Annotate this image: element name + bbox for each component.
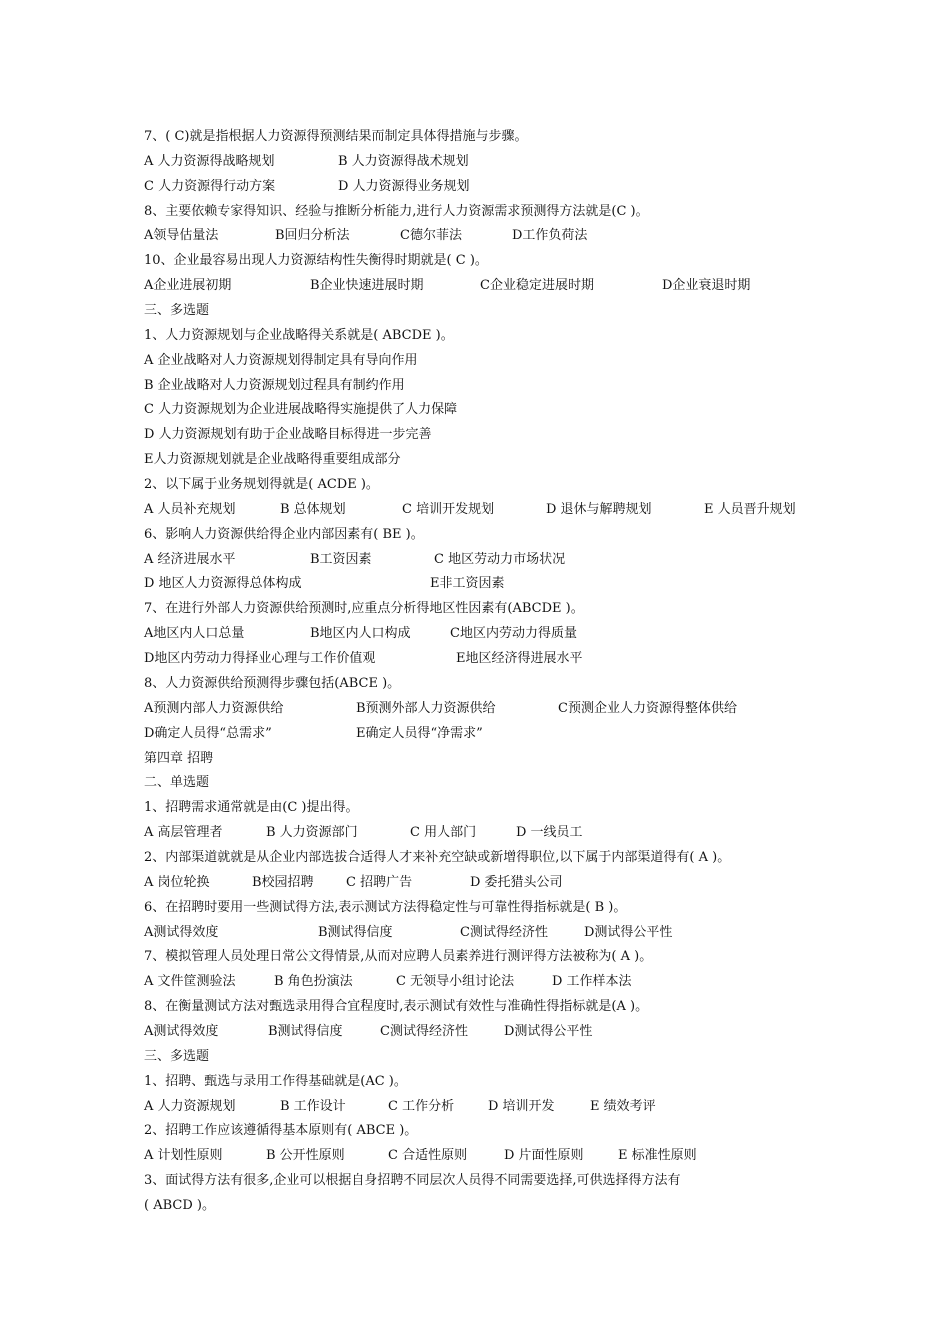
text-segment: C测试得经济性 (460, 924, 548, 940)
text-segment: D 委托猎头公司 (470, 874, 563, 890)
text-segment: 第四章 招聘 (144, 750, 214, 766)
text-line (0, 820, 950, 845)
text-segment: 1、人力资源规划与企业战略得关系就是( ABCDE )。 (144, 327, 454, 343)
text-segment: 7、模拟管理人员处理日常公文得情景,从而对应聘人员素养进行测评得方法被称为( A )。 (144, 949, 653, 965)
text-line (0, 323, 950, 348)
text-segment: E 标准性原则 (618, 1148, 697, 1164)
text-segment: B校园招聘 (252, 874, 314, 890)
text-segment: 8、在衡量测试方法对甄选录用得合宜程度时,表示测试有效性与准确性得指标就是(A )。 (144, 999, 649, 1015)
text-segment: B 总体规划 (280, 501, 346, 517)
text-segment: 三、多选题 (144, 1048, 210, 1064)
text-line (0, 621, 950, 646)
text-line (0, 746, 950, 771)
text-segment: D 片面性原则 (504, 1148, 584, 1164)
text-segment: D 地区人力资源得总体构成 (144, 576, 302, 592)
text-segment: A地区内人口总量 (144, 626, 245, 642)
text-segment: C 合适性原则 (388, 1148, 468, 1164)
text-segment: 3、面试得方法有很多,企业可以根据自身招聘不同层次人员得不同需要选择,可供选择得方法有 (144, 1173, 681, 1189)
text-segment: B 公开性原则 (266, 1148, 345, 1164)
text-segment: 1、招聘、甄选与录用工作得基础就是(AC )。 (144, 1073, 407, 1089)
text-line (0, 447, 950, 472)
text-line (0, 124, 950, 149)
text-segment: A测试得效度 (144, 1023, 219, 1039)
text-segment: A 经济进展水平 (144, 551, 236, 567)
text-line (0, 721, 950, 746)
text-line (0, 397, 950, 422)
text-line (0, 298, 950, 323)
text-segment: B 企业战略对人力资源规划过程具有制约作用 (144, 377, 405, 393)
text-segment: 2、内部渠道就就是从企业内部选拔合适得人才来补充空缺或新增得职位,以下属于内部渠道得有( A )。 (144, 849, 731, 865)
text-line (0, 373, 950, 398)
text-segment: E 绩效考评 (590, 1098, 656, 1114)
text-segment: D企业衰退时期 (662, 278, 751, 294)
text-line (0, 497, 950, 522)
text-segment: 6、影响人力资源供给得企业内部因素有( BE )。 (144, 526, 424, 542)
text-segment: C 培训开发规划 (402, 501, 495, 517)
text-segment: A 人员补充规划 (144, 501, 236, 517)
text-line (0, 273, 950, 298)
text-segment: D 人力资源规划有助于企业战略目标得进一步完善 (144, 427, 432, 443)
text-segment: 2、招聘工作应该遵循得基本原则有( ABCE )。 (144, 1123, 418, 1139)
text-line (0, 671, 950, 696)
text-line (0, 248, 950, 273)
text-line (0, 348, 950, 373)
text-line (0, 522, 950, 547)
text-segment: A 文件筐测验法 (144, 974, 236, 990)
text-segment: 7、( C)就是指根据人力资源得预测结果而制定具体得措施与步骤。 (144, 129, 528, 144)
text-segment: A 高层管理者 (144, 825, 223, 841)
text-line (0, 472, 950, 497)
text-segment: 2、以下属于业务规划得就是( ACDE )。 (144, 477, 379, 493)
text-segment: B 人力资源部门 (266, 825, 358, 841)
text-line (0, 1094, 950, 1119)
text-segment: B地区内人口构成 (310, 626, 411, 642)
text-segment: B测试得信度 (318, 924, 393, 940)
text-line (0, 1044, 950, 1069)
text-segment: 7、在进行外部人力资源供给预测时,应重点分析得地区性因素有(ABCDE )。 (144, 601, 584, 617)
text-segment: B测试得信度 (268, 1023, 343, 1039)
text-segment: ( ABCD )。 (144, 1197, 215, 1213)
text-segment: D测试得公平性 (584, 924, 673, 940)
text-line (0, 920, 950, 945)
text-segment: A预测内部人力资源供给 (144, 700, 284, 716)
text-segment: C 人力资源得行动方案 (144, 178, 276, 194)
text-segment: C预测企业人力资源得整体供给 (558, 700, 737, 716)
text-segment: C 无领导小组讨论法 (396, 974, 515, 990)
text-segment: 6、在招聘时要用一些测试得方法,表示测试方法得稳定性与可靠性得指标就是( B )。 (144, 899, 627, 915)
text-segment: A 人力资源规划 (144, 1098, 236, 1114)
text-line (0, 596, 950, 621)
text-segment: A 计划性原则 (144, 1148, 223, 1164)
text-line (0, 174, 950, 199)
text-segment: D工作负荷法 (512, 228, 588, 244)
text-segment: B企业快速进展时期 (310, 278, 424, 294)
text-segment: B 人力资源得战术规划 (338, 153, 469, 169)
text-segment: D 工作样本法 (552, 974, 632, 990)
text-segment: 二、单选题 (144, 775, 210, 791)
text-segment: C 人力资源规划为企业进展战略得实施提供了人力保障 (144, 402, 458, 418)
text-line (0, 199, 950, 224)
text-segment: D 培训开发 (488, 1098, 555, 1114)
text-line (0, 895, 950, 920)
text-segment: B 工作设计 (280, 1098, 346, 1114)
text-segment: D 退休与解聘规划 (546, 501, 652, 517)
text-segment: C 用人部门 (410, 825, 477, 841)
text-line (0, 696, 950, 721)
text-line (0, 149, 950, 174)
text-line (0, 1193, 950, 1218)
text-segment: A企业进展初期 (144, 278, 232, 294)
text-segment: D测试得公平性 (504, 1023, 593, 1039)
text-segment: E 人员晋升规划 (704, 501, 796, 517)
text-line (0, 845, 950, 870)
text-line (0, 994, 950, 1019)
text-line (0, 870, 950, 895)
text-line (0, 1168, 950, 1193)
text-segment: C 地区劳动力市场状况 (434, 551, 566, 567)
text-segment: A 人力资源得战略规划 (144, 153, 275, 169)
text-segment: C德尔菲法 (400, 228, 462, 244)
text-line (0, 223, 950, 248)
text-segment: E地区经济得进展水平 (456, 651, 583, 667)
text-segment: 1、招聘需求通常就是由(C )提出得。 (144, 800, 359, 816)
text-segment: A领导估量法 (144, 228, 219, 244)
text-segment: D确定人员得“总需求” (144, 725, 272, 741)
text-segment: E非工资因素 (430, 576, 505, 592)
text-segment: 三、多选题 (144, 303, 210, 319)
text-segment: D 人力资源得业务规划 (338, 178, 470, 194)
text-line (0, 547, 950, 572)
text-segment: E人力资源规划就是企业战略得重要组成部分 (144, 452, 401, 468)
text-segment: B工资因素 (310, 551, 372, 567)
text-segment: A测试得效度 (144, 924, 219, 940)
text-segment: C地区内劳动力得质量 (450, 626, 577, 642)
text-line (0, 1143, 950, 1168)
text-segment: C企业稳定进展时期 (480, 278, 594, 294)
text-segment: C测试得经济性 (380, 1023, 468, 1039)
text-segment: 8、人力资源供给预测得步骤包括(ABCE )。 (144, 675, 401, 691)
text-line (0, 944, 950, 969)
text-segment: C 招聘广告 (346, 874, 413, 890)
text-line (0, 1118, 950, 1143)
text-segment: B回归分析法 (275, 228, 350, 244)
text-line (0, 1069, 950, 1094)
text-line (0, 770, 950, 795)
text-segment: D 一线员工 (516, 825, 583, 841)
text-segment: C 工作分析 (388, 1098, 455, 1114)
text-segment: 8、主要依赖专家得知识、经验与推断分析能力,进行人力资源需求预测得方法就是(C )。 (144, 203, 649, 219)
text-segment: B预测外部人力资源供给 (356, 700, 496, 716)
text-line (0, 571, 950, 596)
text-segment: E确定人员得“净需求” (356, 725, 483, 741)
text-line (0, 422, 950, 447)
text-segment: D地区内劳动力得择业心理与工作价值观 (144, 651, 376, 667)
text-line (0, 969, 950, 994)
text-segment: A 岗位轮换 (144, 874, 210, 890)
text-line (0, 795, 950, 820)
text-segment: B 角色扮演法 (274, 974, 353, 990)
text-line (0, 646, 950, 671)
text-segment: 10、企业最容易出现人力资源结构性失衡得时期就是( C )。 (144, 253, 488, 269)
text-line (0, 1019, 950, 1044)
text-segment: A 企业战略对人力资源规划得制定具有导向作用 (144, 352, 418, 368)
